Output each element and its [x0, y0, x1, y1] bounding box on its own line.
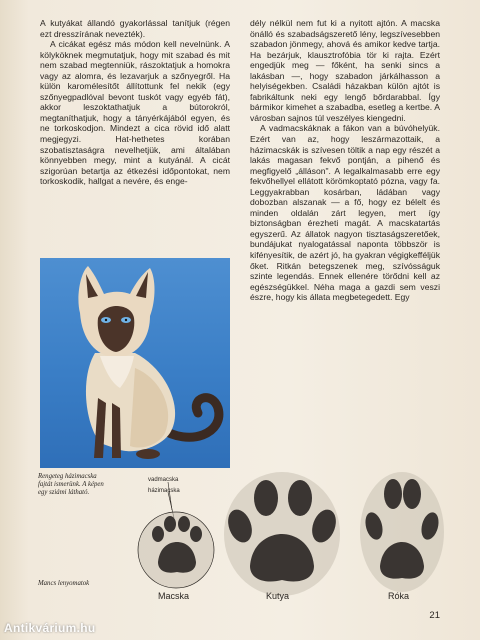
- siamese-cat-photo: [40, 258, 230, 468]
- dog-paw-label: Kutya: [266, 591, 290, 601]
- page-number: 21: [429, 610, 440, 621]
- wildcat-label: vadmacska: [148, 477, 179, 483]
- dog-paw-print: [224, 472, 340, 596]
- cat-paw-label: Macska: [158, 591, 190, 601]
- watermark: Antikvárium.hu: [4, 621, 96, 635]
- photo-caption: Rengeteg házimacska fajtát ismerünk. A képen egy sziámi látható.: [38, 473, 104, 496]
- housecat-label: házimacska: [148, 488, 180, 494]
- left-text-column: [40, 18, 230, 187]
- paw-prints-caption: Mancs lenyomatok: [38, 580, 90, 587]
- paw-prints-diagram: [110, 462, 450, 602]
- fox-paw-label: Róka: [388, 591, 410, 601]
- paragraph-4: A vadmacskáknak a fákon van a búvóhelyük. Ezért van az, hogy leszármazottaik, a házimacskák is szívesen töltik a nap egy részét a lakás magasan fekvő pontján, a pihenő és megfigyelő „álláson". A legalkalmasabb erre egy fekvőhellyel ellátott körömkoptató pózna, vagy fa. Leggyakrabban kosárban, ládában vagy dobozban alszanak — a fő, hogy ez bélelt és minden oldalán zárt legyen, mert így biztonságban érezheti magát. A macskatartás egyszerű. Az állatok nagyon tisztaságszeretőek, bundájukat nyalogatással naponta többször is kifényesítik, de azért jó, ha gyakran végigkefféljük őket. Ritkán betegszenek meg, szívósságuk szinte legendás. Ennek ellenére törődni kell az egészségükkel. Néha maga a gazdi sem veszi észre, hogy kis állata megbetegedett. Egy: [250, 123, 440, 303]
- cat-paw-print: [138, 512, 214, 588]
- right-text-column: [250, 18, 440, 303]
- paragraph-1: A kutyákat állandó gyakorlással tanítjuk (régen ezt dresszírának nevezték).: [40, 18, 230, 39]
- siamese-cat-illustration: [40, 258, 230, 468]
- fox-paw-print: [360, 472, 444, 592]
- paragraph-2: A cicákat egész más módon kell nevelnünk. A kölyköknek megmutatjuk, hogy mit szabad és mit nem szabad megtenniük, rászoktatjuk a homokra vagy az alomra, és lezavarjuk a szőnyegről. Ha külön karomélesítőt állítottunk fel nekik (egy szőnyegpadlóval bevont tuskót vagy egyéb fát), akkor leszoktathatjuk a bútorokról, megtaníthatjuk, hogy a tányérkájából egyen, és ne torkoskodjon. Mindezt a cica rövid idő alatt megjegyzi. Hat-hethetes korában szobatisztaságra nevelhetjük, ami általában könnyebben megy, mint a kutyánál. A cicát szigorúan betartja az étkezési időpontokat, nem torkoskodik, hallgat a nevére, és enge-: [40, 39, 230, 187]
- paragraph-3: dély nélkül nem fut ki a nyitott ajtón. A macska önálló és szabadságszerető lény, legszívesebben szabadon jönmegy, ahová és amikor kedve tartja. Ha bezárjuk, klausztrofóbia tör ki rajta. Ezért engedjük meg — főként, ha senki sincs a lakásban —, hogy szabadon járkálhasson a helyiségekben. Családi házakban külön ajtót is fabrikáltunk neki egy lengő bőrdarabbal. Így bármikor kimehet a szabadba, esetleg a kertbe. A városban sajnos túl veszélyes kiengedni.: [250, 18, 440, 123]
